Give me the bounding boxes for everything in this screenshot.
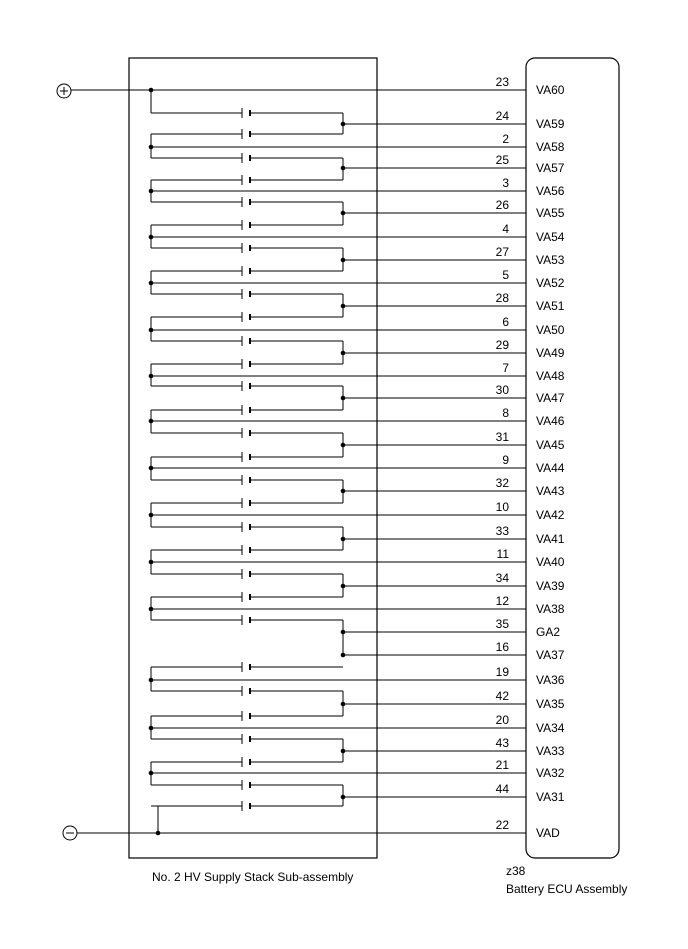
- battery-cell: [242, 780, 250, 790]
- pin-number: 4: [502, 222, 509, 236]
- pin-number: 16: [495, 640, 509, 654]
- pin-number: 29: [495, 338, 509, 352]
- junction-dot: [149, 726, 154, 731]
- ecu-box: [526, 58, 619, 858]
- pin-number: 43: [495, 736, 509, 750]
- battery-cell: [242, 428, 250, 438]
- pin-name: VA35: [536, 697, 565, 711]
- pin-name: VA31: [536, 790, 565, 804]
- junction-dot: [149, 189, 154, 194]
- junction-dot: [341, 630, 346, 635]
- junction-dot: [341, 443, 346, 448]
- pin-name: VA51: [536, 299, 565, 313]
- battery-cell: [242, 243, 250, 253]
- junction-dot: [149, 281, 154, 286]
- battery-cell: [242, 569, 250, 579]
- junction-dot: [149, 560, 154, 565]
- junction-dot: [341, 584, 346, 589]
- pin-name: VA45: [536, 438, 565, 452]
- pin-number: 19: [495, 665, 509, 679]
- pin-number: 24: [495, 109, 509, 123]
- battery-cell: [242, 336, 250, 346]
- junction-dot: [341, 351, 346, 356]
- junction-dot: [149, 678, 154, 683]
- battery-cell: [242, 545, 250, 555]
- junction-dot: [341, 211, 346, 216]
- junction-dot: [341, 749, 346, 754]
- pin-name: VA36: [536, 673, 565, 687]
- pin-number: 30: [495, 383, 509, 397]
- pin-number: 9: [502, 453, 509, 467]
- pin-number: 21: [495, 758, 509, 772]
- pin-number: 35: [495, 617, 509, 631]
- battery-cell: [242, 153, 250, 163]
- stack-box: [129, 58, 377, 858]
- pin-number: 12: [495, 594, 509, 608]
- pin-name: VA57: [536, 161, 565, 175]
- pin-name: VA37: [536, 648, 565, 662]
- pin-name: VA38: [536, 602, 565, 616]
- battery-cell: [242, 734, 250, 744]
- battery-cell: [242, 266, 250, 276]
- pin-number: 33: [495, 524, 509, 538]
- pin-number: 5: [502, 268, 509, 282]
- junction-dot: [149, 771, 154, 776]
- pin-name: VA58: [536, 140, 565, 154]
- junction-dot: [149, 466, 154, 471]
- pin-name: VA40: [536, 555, 565, 569]
- pin-number: 31: [495, 430, 509, 444]
- pin-name: VA43: [536, 484, 565, 498]
- stack-label: No. 2 HV Supply Stack Sub-assembly: [152, 870, 354, 884]
- pin-number: 8: [502, 406, 509, 420]
- negative-terminal: [63, 826, 77, 840]
- pin-number: 22: [495, 818, 509, 832]
- battery-cell: [242, 197, 250, 207]
- junction-nodes: [149, 88, 346, 836]
- battery-cell: [242, 757, 250, 767]
- pin-name: VA33: [536, 744, 565, 758]
- junction-dot: [341, 537, 346, 542]
- pin-name: VA53: [536, 253, 565, 267]
- battery-cell: [242, 220, 250, 230]
- ecu-label: Battery ECU Assembly: [506, 882, 628, 896]
- battery-cell: [242, 686, 250, 696]
- pin-number: 6: [502, 315, 509, 329]
- pin-number: 23: [495, 75, 509, 89]
- junction-dot: [149, 607, 154, 612]
- pin-name: VA56: [536, 184, 565, 198]
- battery-cell: [242, 522, 250, 532]
- pin-name: VA32: [536, 766, 565, 780]
- pin-name: VA39: [536, 579, 565, 593]
- pin-name: VA44: [536, 461, 565, 475]
- junction-dot: [341, 653, 346, 658]
- junction-dot: [341, 258, 346, 263]
- pin-name: VA48: [536, 369, 565, 383]
- pin-number: 25: [495, 153, 509, 167]
- ecu-connector-label: z38: [506, 864, 526, 878]
- battery-cell: [242, 381, 250, 391]
- junction-dot: [341, 396, 346, 401]
- pin-name: VA34: [536, 721, 565, 735]
- battery-cell: [242, 592, 250, 602]
- positive-terminal: [57, 84, 71, 98]
- battery-cell: [242, 452, 250, 462]
- junction-dot: [341, 304, 346, 309]
- wires: [71, 90, 526, 833]
- battery-cell: [242, 129, 250, 139]
- battery-cell: [242, 711, 250, 721]
- pin-number: 42: [495, 689, 509, 703]
- pin-name: VA52: [536, 276, 565, 290]
- pin-number: 2: [502, 132, 509, 146]
- junction-dot: [341, 489, 346, 494]
- junction-dot: [341, 795, 346, 800]
- pin-name: VAD: [536, 826, 560, 840]
- junction-dot: [149, 419, 154, 424]
- junction-dot: [341, 702, 346, 707]
- pin-name: GA2: [536, 625, 561, 639]
- pin-number: 10: [495, 500, 509, 514]
- battery-cell: [242, 289, 250, 299]
- pin-name: VA60: [536, 83, 565, 97]
- pin-number: 44: [495, 782, 509, 796]
- pin-number: 7: [502, 361, 509, 375]
- battery-cell: [242, 615, 250, 625]
- junction-dot: [149, 145, 154, 150]
- pin-number: 26: [495, 198, 509, 212]
- battery-cell: [242, 405, 250, 415]
- pin-number: 34: [495, 571, 509, 585]
- junction-dot: [149, 374, 154, 379]
- battery-cell: [242, 175, 250, 185]
- pin-name: VA42: [536, 508, 565, 522]
- pin-name: VA54: [536, 230, 565, 244]
- junction-dot: [149, 328, 154, 333]
- pin-labels: [496, 75, 565, 840]
- battery-cell: [242, 475, 250, 485]
- pin-number: 32: [495, 476, 509, 490]
- junction-dot: [149, 235, 154, 240]
- junction-dot: [341, 122, 346, 127]
- junction-dot: [341, 166, 346, 171]
- pin-number: 3: [502, 176, 509, 190]
- pin-name: VA59: [536, 117, 565, 131]
- pin-number: 11: [496, 547, 509, 561]
- battery-cell: [242, 359, 250, 369]
- battery-cell: [242, 498, 250, 508]
- pin-name: VA41: [536, 532, 565, 546]
- pin-number: 27: [495, 245, 509, 259]
- pin-name: VA50: [536, 323, 565, 337]
- pin-name: VA49: [536, 346, 565, 360]
- battery-cell: [242, 108, 250, 118]
- junction-dot: [149, 513, 154, 518]
- junction-dot: [156, 831, 161, 836]
- pin-name: VA46: [536, 414, 565, 428]
- battery-cell: [242, 801, 250, 811]
- pin-number: 20: [495, 713, 509, 727]
- junction-dot: [149, 88, 154, 93]
- pin-name: VA55: [536, 206, 565, 220]
- battery-cell: [242, 312, 250, 322]
- battery-cell: [242, 662, 250, 672]
- pin-number: 28: [495, 291, 509, 305]
- pin-name: VA47: [536, 391, 565, 405]
- cells: [242, 108, 250, 811]
